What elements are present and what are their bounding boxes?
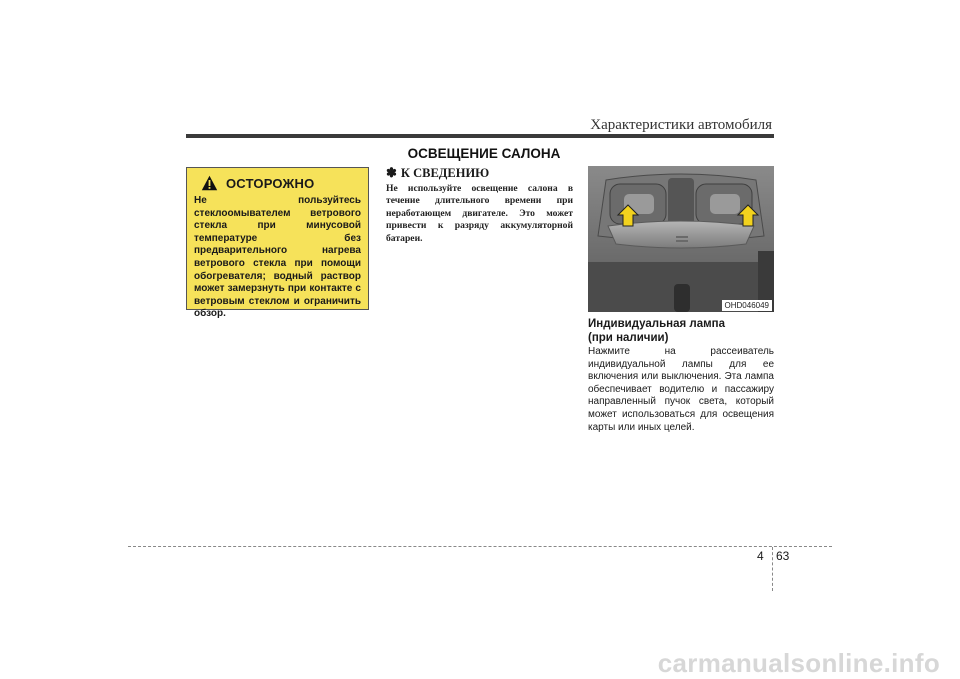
footer-rule xyxy=(128,546,832,547)
warning-triangle-icon xyxy=(201,175,218,191)
lamp-heading-line1: Индивидуальная лампа xyxy=(588,318,725,330)
header-rule xyxy=(186,134,774,138)
warning-text: Не пользуйтесь стеклоомывателем ветрового стекла при минусовой температуре без предварительного нагрева ветрового стекла при помощи обогревателя; водный раствор может замерзнуть при контакте с ветровым стеклом и ограничить обзор. xyxy=(194,195,361,320)
site-watermark: carmanualsonline.info xyxy=(657,648,940,678)
warning-title: ОСТОРОЖНО xyxy=(226,175,315,191)
page-number: 63 xyxy=(776,549,790,563)
warning-box xyxy=(186,167,369,320)
warning-header xyxy=(194,174,361,192)
lamp-description: Нажмите на рассеиватель индивидуальной лампы для ее включения или выключения. Эта лампа обеспечивает водителю и пассажиру направленный пучок света, который может использоваться для освещения карты или иных целей. xyxy=(588,346,774,433)
photo-code: OHD046049 xyxy=(722,300,772,311)
footer-divider xyxy=(772,547,773,591)
section-title: ОСВЕЩЕНИЕ САЛОНА xyxy=(407,146,561,161)
lamp-heading-line2: (при наличии) xyxy=(588,331,669,344)
chapter-number: 4 xyxy=(757,549,764,563)
overhead-lamp-photo xyxy=(588,166,774,312)
chapter-title: Характеристики автомобиля xyxy=(590,117,772,133)
notice-text: Не используйте освещение салона в течение длительного времени при неработающем двигателе. Это может привести к разряду аккумуляторной батареи. xyxy=(386,183,573,244)
overhead-console-illustration xyxy=(588,166,774,312)
notice-header xyxy=(386,165,573,181)
lamp-heading xyxy=(588,318,774,345)
asterisk-icon: ✽ xyxy=(386,165,397,180)
notice-title: К СВЕДЕНИЮ xyxy=(400,165,490,180)
notice-block xyxy=(386,165,573,245)
